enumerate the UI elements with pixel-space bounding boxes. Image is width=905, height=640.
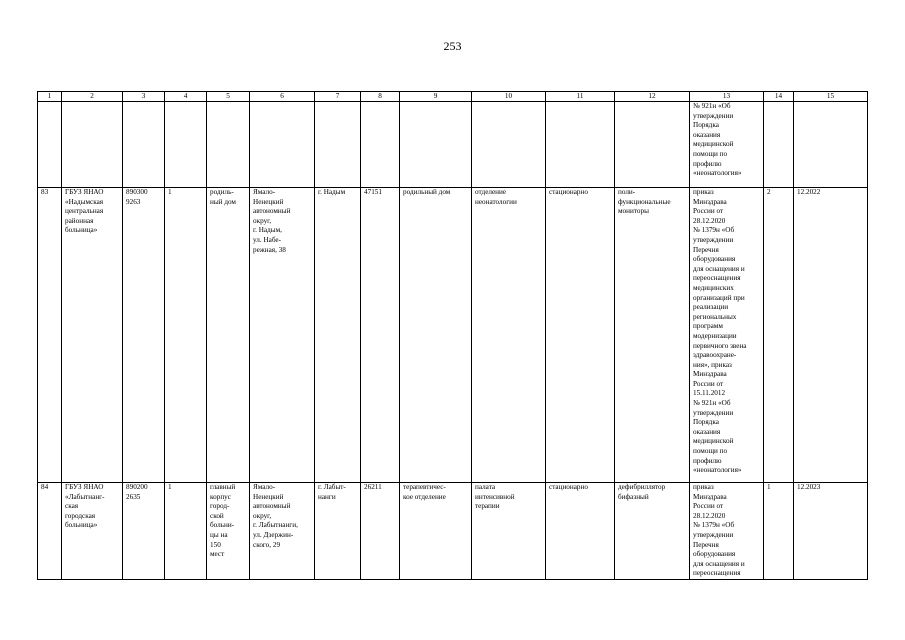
cell-city: г. Надым (315, 188, 361, 483)
cell-address: Ямало- Ненецкий автономный округ, г. Лабытнанги, ул. Дзержин- ского, 29 (250, 483, 315, 580)
cell-unit: родильный дом (400, 188, 472, 483)
equipment-table (37, 91, 868, 580)
cell-department: палата интенсивной терапии (472, 483, 546, 580)
column-header: 14 (764, 92, 794, 102)
column-header: 6 (250, 92, 315, 102)
cell-col4: 1 (165, 483, 207, 580)
cell-order: приказ Минздрава России от 28.12.2020 № 1379н «Об утверждении Перечня оборудования для оснащения и переоснащения медицинских организаций при реализации региональных программ модернизации первичного звена здравоохране- ния», приказ Минздрава России от 15.11.2012 № 921н «Об утверждении Порядка оказания медицинской помощи по профилю «неонатология» (690, 188, 764, 483)
column-header: 1 (38, 92, 62, 102)
column-header: 9 (400, 92, 472, 102)
cell-inn: 890200 2635 (123, 483, 165, 580)
cell-col4: 1 (165, 188, 207, 483)
column-header: 4 (165, 92, 207, 102)
cell-equipment: поли- функциональные мониторы (615, 188, 690, 483)
cell-address (250, 102, 315, 188)
column-numbers-row (38, 92, 868, 102)
table-row-83 (38, 188, 868, 483)
column-header: 13 (690, 92, 764, 102)
column-header: 7 (315, 92, 361, 102)
column-header: 3 (123, 92, 165, 102)
cell-equipment: дефибриллятор бифазный (615, 483, 690, 580)
cell-index: 84 (38, 483, 62, 580)
table-row-84 (38, 483, 868, 580)
cell-date: 12.2022 (794, 188, 868, 483)
cell-order: приказ Минздрава России от 28.12.2020 № 1379н «Об утверждении Перечня оборудования для оснащения и переоснащения (690, 483, 764, 580)
cell-quantity: 1 (764, 483, 794, 580)
cell-mode: стационарно (546, 188, 615, 483)
column-header: 11 (546, 92, 615, 102)
cell-organization: ГБУЗ ЯНАО «Лабытнанг- ская городская больница» (62, 483, 123, 580)
column-header: 2 (62, 92, 123, 102)
cell-date: 12.2023 (794, 483, 868, 580)
cell-code (361, 102, 400, 188)
cell-city (315, 102, 361, 188)
column-header: 8 (361, 92, 400, 102)
cell-unit (400, 102, 472, 188)
cell-order: № 921н «Об утверждении Порядка оказания медицинской помощи по профилю «неонатология» (690, 102, 764, 188)
cell-date (794, 102, 868, 188)
column-header: 12 (615, 92, 690, 102)
cell-index: 83 (38, 188, 62, 483)
cell-mode (546, 102, 615, 188)
cell-code: 26211 (361, 483, 400, 580)
cell-building (207, 102, 250, 188)
cell-unit: терапевтичес- кое отделение (400, 483, 472, 580)
cell-building: главный корпус город- ской больни- цы на 150 мест (207, 483, 250, 580)
cell-mode: стационарно (546, 483, 615, 580)
cell-address: Ямало- Ненецкий автономный округ, г. Надым, ул. Набе- режная, 38 (250, 188, 315, 483)
cell-col4 (165, 102, 207, 188)
table-row-continuation (38, 102, 868, 188)
column-header: 5 (207, 92, 250, 102)
cell-department (472, 102, 546, 188)
cell-organization: ГБУЗ ЯНАО «Надымская центральная районная больница» (62, 188, 123, 483)
cell-building: родиль- ный дом (207, 188, 250, 483)
page-number: 253 (443, 39, 462, 53)
cell-code: 47151 (361, 188, 400, 483)
cell-city: г. Лабыт- нанги (315, 483, 361, 580)
cell-organization (62, 102, 123, 188)
cell-inn (123, 102, 165, 188)
cell-department: отделение неонатологии (472, 188, 546, 483)
cell-inn: 890300 9263 (123, 188, 165, 483)
cell-index (38, 102, 62, 188)
cell-quantity: 2 (764, 188, 794, 483)
cell-equipment (615, 102, 690, 188)
cell-quantity (764, 102, 794, 188)
column-header: 15 (794, 92, 868, 102)
column-header: 10 (472, 92, 546, 102)
